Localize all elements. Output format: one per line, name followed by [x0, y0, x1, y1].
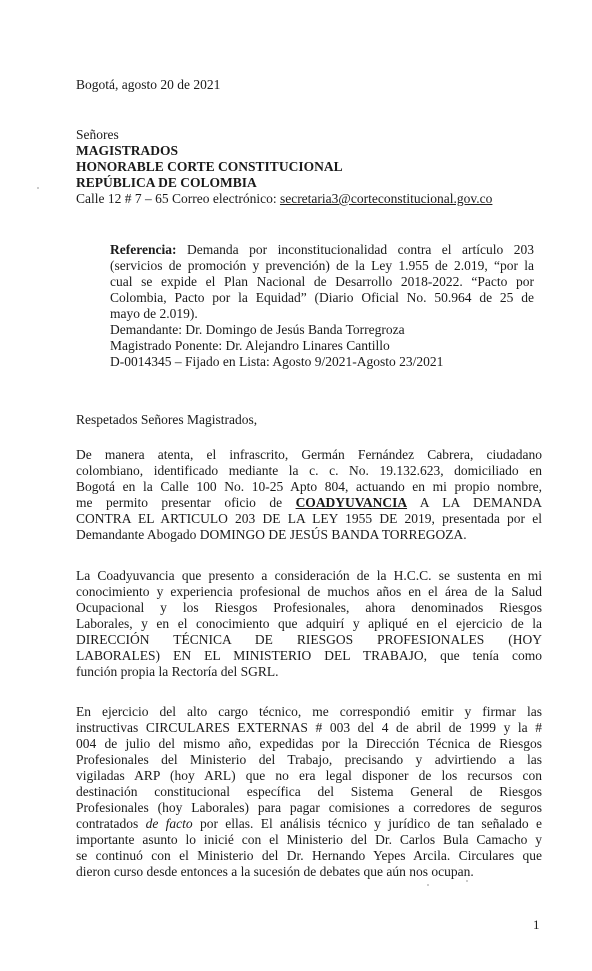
greeting: Respetados Señores Magistrados,	[76, 412, 258, 427]
p3-line: importante asunto lo inicié con el Ministerio del Dr. Carlos Bula Camacho y	[76, 832, 542, 847]
p2-line: función propia la Rectoría del SGRL.	[76, 664, 279, 679]
reference-magistrado: Magistrado Ponente: Dr. Alejandro Linares Cantillo	[110, 338, 390, 353]
email-link[interactable]: secretaria3@corteconstitucional.gov.co	[279, 191, 493, 206]
reference-demandante: Demandante: Dr. Domingo de Jesús Banda Torregroza	[110, 322, 405, 337]
p2-line: Laborales, y en el conocimiento que adquirí y apliqué en el ejercicio de la	[76, 616, 542, 631]
p3-line: instructivas CIRCULARES EXTERNAS # 003 del 4 de abril de 1999 y la #	[76, 720, 542, 735]
salutation-senores: Señores	[76, 127, 119, 142]
p3-line: se continuó con el Ministerio del Dr. Hernando Yepes Arcila. Circulares que	[76, 848, 542, 863]
coadyuvancia-emphasis: COADYUVANCIA	[295, 495, 408, 510]
reference-line-3: cual se expide el Plan Nacional de Desarrollo 2018-2022. “Pacto por	[110, 274, 534, 289]
de-facto-italic: de facto	[145, 816, 193, 831]
p2-line: La Coadyuvancia que presento a consideración de la H.C.C. se sustenta en mi	[76, 568, 542, 583]
p2-line: conocimiento y experiencia profesional de muchos años en el área de la Salud	[76, 584, 542, 599]
p1-line: Demandante Abogado DOMINGO DE JESÚS BANDA TORREGOZA.	[76, 527, 467, 542]
p2-line: DIRECCIÓN TÉCNICA DE RIESGOS PROFESIONALES (HOY	[76, 632, 542, 647]
p1-line-coadyuvancia: me permito presentar oficio de COADYUVANCIA A LA DEMANDA	[76, 495, 543, 510]
p3-line-de-facto: contratados de facto por ellas. El análisis técnico y jurídico de tan señalado e	[76, 816, 542, 831]
recipient-line-1: MAGISTRADOS	[76, 143, 179, 158]
scan-speck	[466, 880, 468, 882]
p3-line: dieron curso desde entonces a la sucesión de debates que aún nos ocupan.	[76, 864, 474, 879]
reference-line-4: Colombia, Pacto por la Equidad” (Diario Oficial No. 50.964 de 25 de	[110, 290, 534, 305]
p3-line: destinación constitucional específica del Sistema General de Riesgos	[76, 784, 542, 799]
p1-line: CONTRA EL ARTICULO 203 DE LA LEY 1955 DE 2019, presentada por el	[76, 511, 542, 526]
p3-line: Profesionales del Ministerio del Trabajo, precisando y advirtiendo a las	[76, 752, 542, 767]
p1-line: colombiano, identificado mediante la c. c. No. 19.132.623, domiciliado en	[76, 463, 542, 478]
p3-line: 004 de julio del mismo año, expedidas por la Dirección Técnica de Riesgos	[76, 736, 542, 751]
address-line	[76, 191, 492, 207]
recipient-line-3: REPÚBLICA DE COLOMBIA	[76, 175, 257, 190]
p3-line: vigiladas ARP (hoy ARL) que no era legal disponer de los recursos con	[76, 768, 542, 783]
recipient-line-2: HONORABLE CORTE CONSTITUCIONAL	[76, 159, 343, 174]
p2-line: LABORALES) EN EL MINISTERIO DEL TRABAJO, que tenía como	[76, 648, 542, 663]
p1-line: De manera atenta, el infrascrito, Germán Fernández Cabrera, ciudadano	[76, 447, 542, 462]
p2-line: Ocupacional y los Riesgos Profesionales, ahora denominados Riesgos	[76, 600, 542, 615]
reference-line-5: mayo de 2.019).	[110, 306, 198, 321]
reference-label: Referencia:	[110, 242, 177, 257]
letter-date: Bogotá, agosto 20 de 2021	[76, 77, 221, 92]
reference-line-1: Referencia: Demanda por inconstitucionalidad contra el artículo 203	[110, 242, 534, 257]
scan-speck	[427, 884, 429, 886]
p3-line: En ejercicio del alto cargo técnico, me correspondió emitir y firmar las	[76, 704, 542, 719]
p1-line: Bogotá en la Calle 100 No. 10-25 Apto 804, actuando en mi propio nombre,	[76, 479, 542, 494]
address-text: Calle 12 # 7 – 65 Correo electrónico:	[76, 191, 280, 206]
scan-speck	[37, 187, 39, 189]
reference-expediente: D-0014345 – Fijado en Lista: Agosto 9/2021-Agosto 23/2021	[110, 354, 444, 369]
p3-line: Profesionales (hoy Laborales) para pagar comisiones a corredores de seguros	[76, 800, 542, 815]
reference-line-2: (servicios de promoción y prevención) de la Ley 1.955 de 2.019, “por la	[110, 258, 534, 273]
page-number: 1	[533, 917, 540, 932]
